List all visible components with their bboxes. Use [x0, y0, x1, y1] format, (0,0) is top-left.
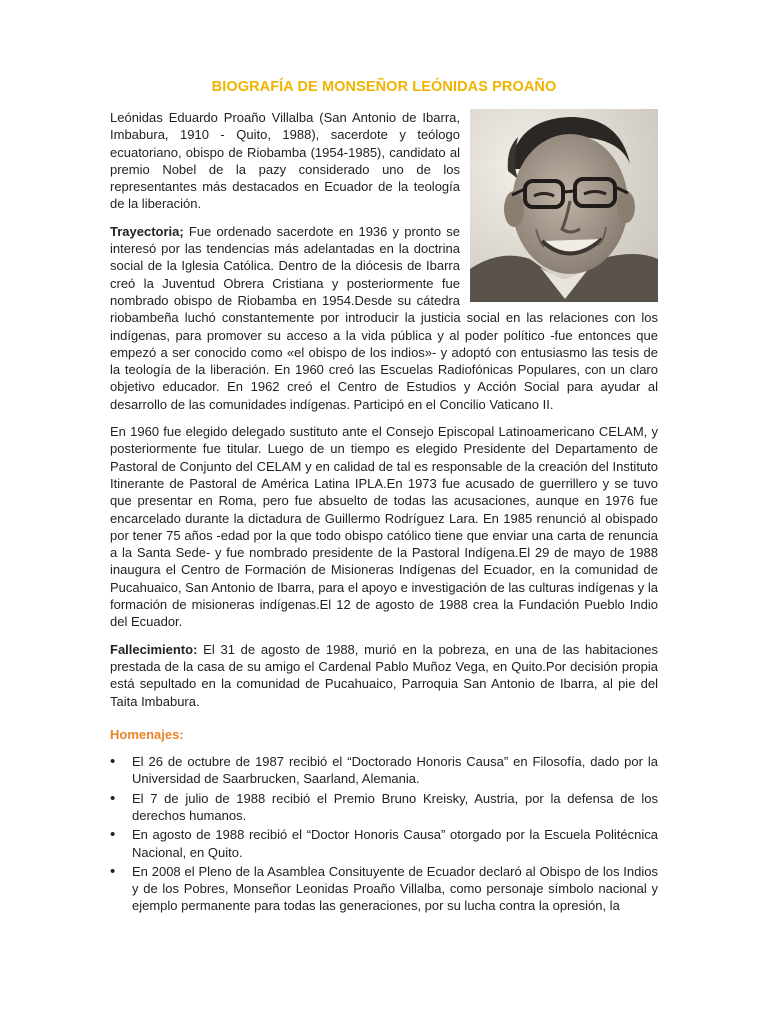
portrait-photo: [470, 109, 658, 302]
document-body: [110, 109, 658, 917]
tribute-item: • El 7 de julio de 1988 recibió el Premio Bruno Kreisky, Austria, por la defensa de los derechos humanos.: [132, 790, 658, 825]
trajectory-text: Fue ordenado sacerdote en 1936 y pronto se interesó por las tendencias más adelantadas en la doctrina social de la Iglesia Católica. Dentro de la diócesis de Ibarra creó la Juventud Obrera Cristiana y posteriormente fue nombrado obispo de Riobamba en 1954.Desde su cátedra riobambeña luchó constantemente por introducir la justicia social en las relaciones con los indígenas, para promover su acceso a la vida pública y al poder político -fue entonces que empezó a ser conocido como «el obispo de los indios»- y adoptó con entusiasmo las tesis de la teología de la liberación. En 1960 creó las Escuelas Radiofónicas Populares, con un claro objetivo educador. En 1962 creó el Centro de Estudios y Acción Social para ayudar al desarrollo de las comunidades indígenas. Participó en el Concilio Vaticano II.: [110, 223, 658, 412]
portrait-illustration: [470, 109, 658, 302]
intro-paragraph: Leónidas Eduardo Proaño Villalba (San Antonio de Ibarra, Imbabura, 1910 - Quito, 1988), sacerdote y teólogo ecuatoriano, obispo de Riobamba (1954-1985), candidato al premio Nobel de la pazy considerado uno de los representantes más destacados en Ecuador de la teología de la liberación.: [110, 110, 460, 212]
page-title: BIOGRAFÍA DE MONSEÑOR LEÓNIDAS PROAÑO: [211, 79, 557, 95]
tribute-item: • En 2008 el Pleno de la Asamblea Consituyente de Ecuador declaró al Obispo de los Indios y de los Pobres, Monseñor Leonidas Proaño Villalba, como personaje símbolo nacional y ejemplo permanente para todas las generaciones, por su lucha contra la opresión, la: [132, 863, 658, 915]
celam-paragraph: En 1960 fue elegido delegado sustituto ante el Consejo Episcopal Latinoamericano CELAM, y posteriormente fue titular. Luego de un tiempo es elegido Presidente del Departamento de Pastoral de Conjunto del CELAM y en calidad de tal es responsable de la creación del Instituto Itinerante de Pastoral de América Latina IPLA.En 1973 fue acusado de guerrillero y se tuvo que presentar en Roma, pero fue absuelto de todas las acusaciones, aunque en 1976 fue encarcelado durante la dictadura de Guillermo Rodríguez Lara. En 1985 renunció al obispado por tener 75 años -edad por la que todo obispo católico tiene que enviar una carta de renuncia a la Santa Sede- y fue nombrado presidente de la Pastoral Indígena.El 29 de mayo de 1988 inaugura el Centro de Formación de Misioneras Indígenas del Ecuador, en la comunidad de Pucahuaico, San Antonio de Ibarra, para el apoyo e investigación de las culturas indígenas y la formación de misioneras indígenas.El 12 de agosto de 1988 crea la Fundación Pueblo Indio del Ecuador.: [110, 424, 658, 630]
death-label: Fallecimiento:: [110, 641, 198, 657]
death-text: El 31 de agosto de 1988, murió en la pobreza, en una de las habitaciones prestada de la casa de su amigo el Cardenal Pablo Muñoz Vega, en Quito.Por decisión propia está sepultado en la comunidad de Pucahuaico, Parroquia San Antonio de Ibarra, al pie del Taita Imbabura.: [110, 641, 658, 709]
tributes-list: [110, 753, 658, 915]
death-paragraph: [110, 641, 658, 710]
tribute-item: • En agosto de 1988 recibió el “Doctor Honoris Causa” otorgado por la Escuela Politécnica Nacional, en Quito.: [132, 826, 658, 861]
tributes-heading: Homenajes:: [110, 726, 184, 742]
trajectory-label: Trayectoria;: [110, 223, 184, 239]
tribute-item: • El 26 de octubre de 1987 recibió el “Doctorado Honoris Causa” en Filosofía, dado por la Universidad de Saarbrucken, Saarland, Alemania.: [132, 753, 658, 788]
